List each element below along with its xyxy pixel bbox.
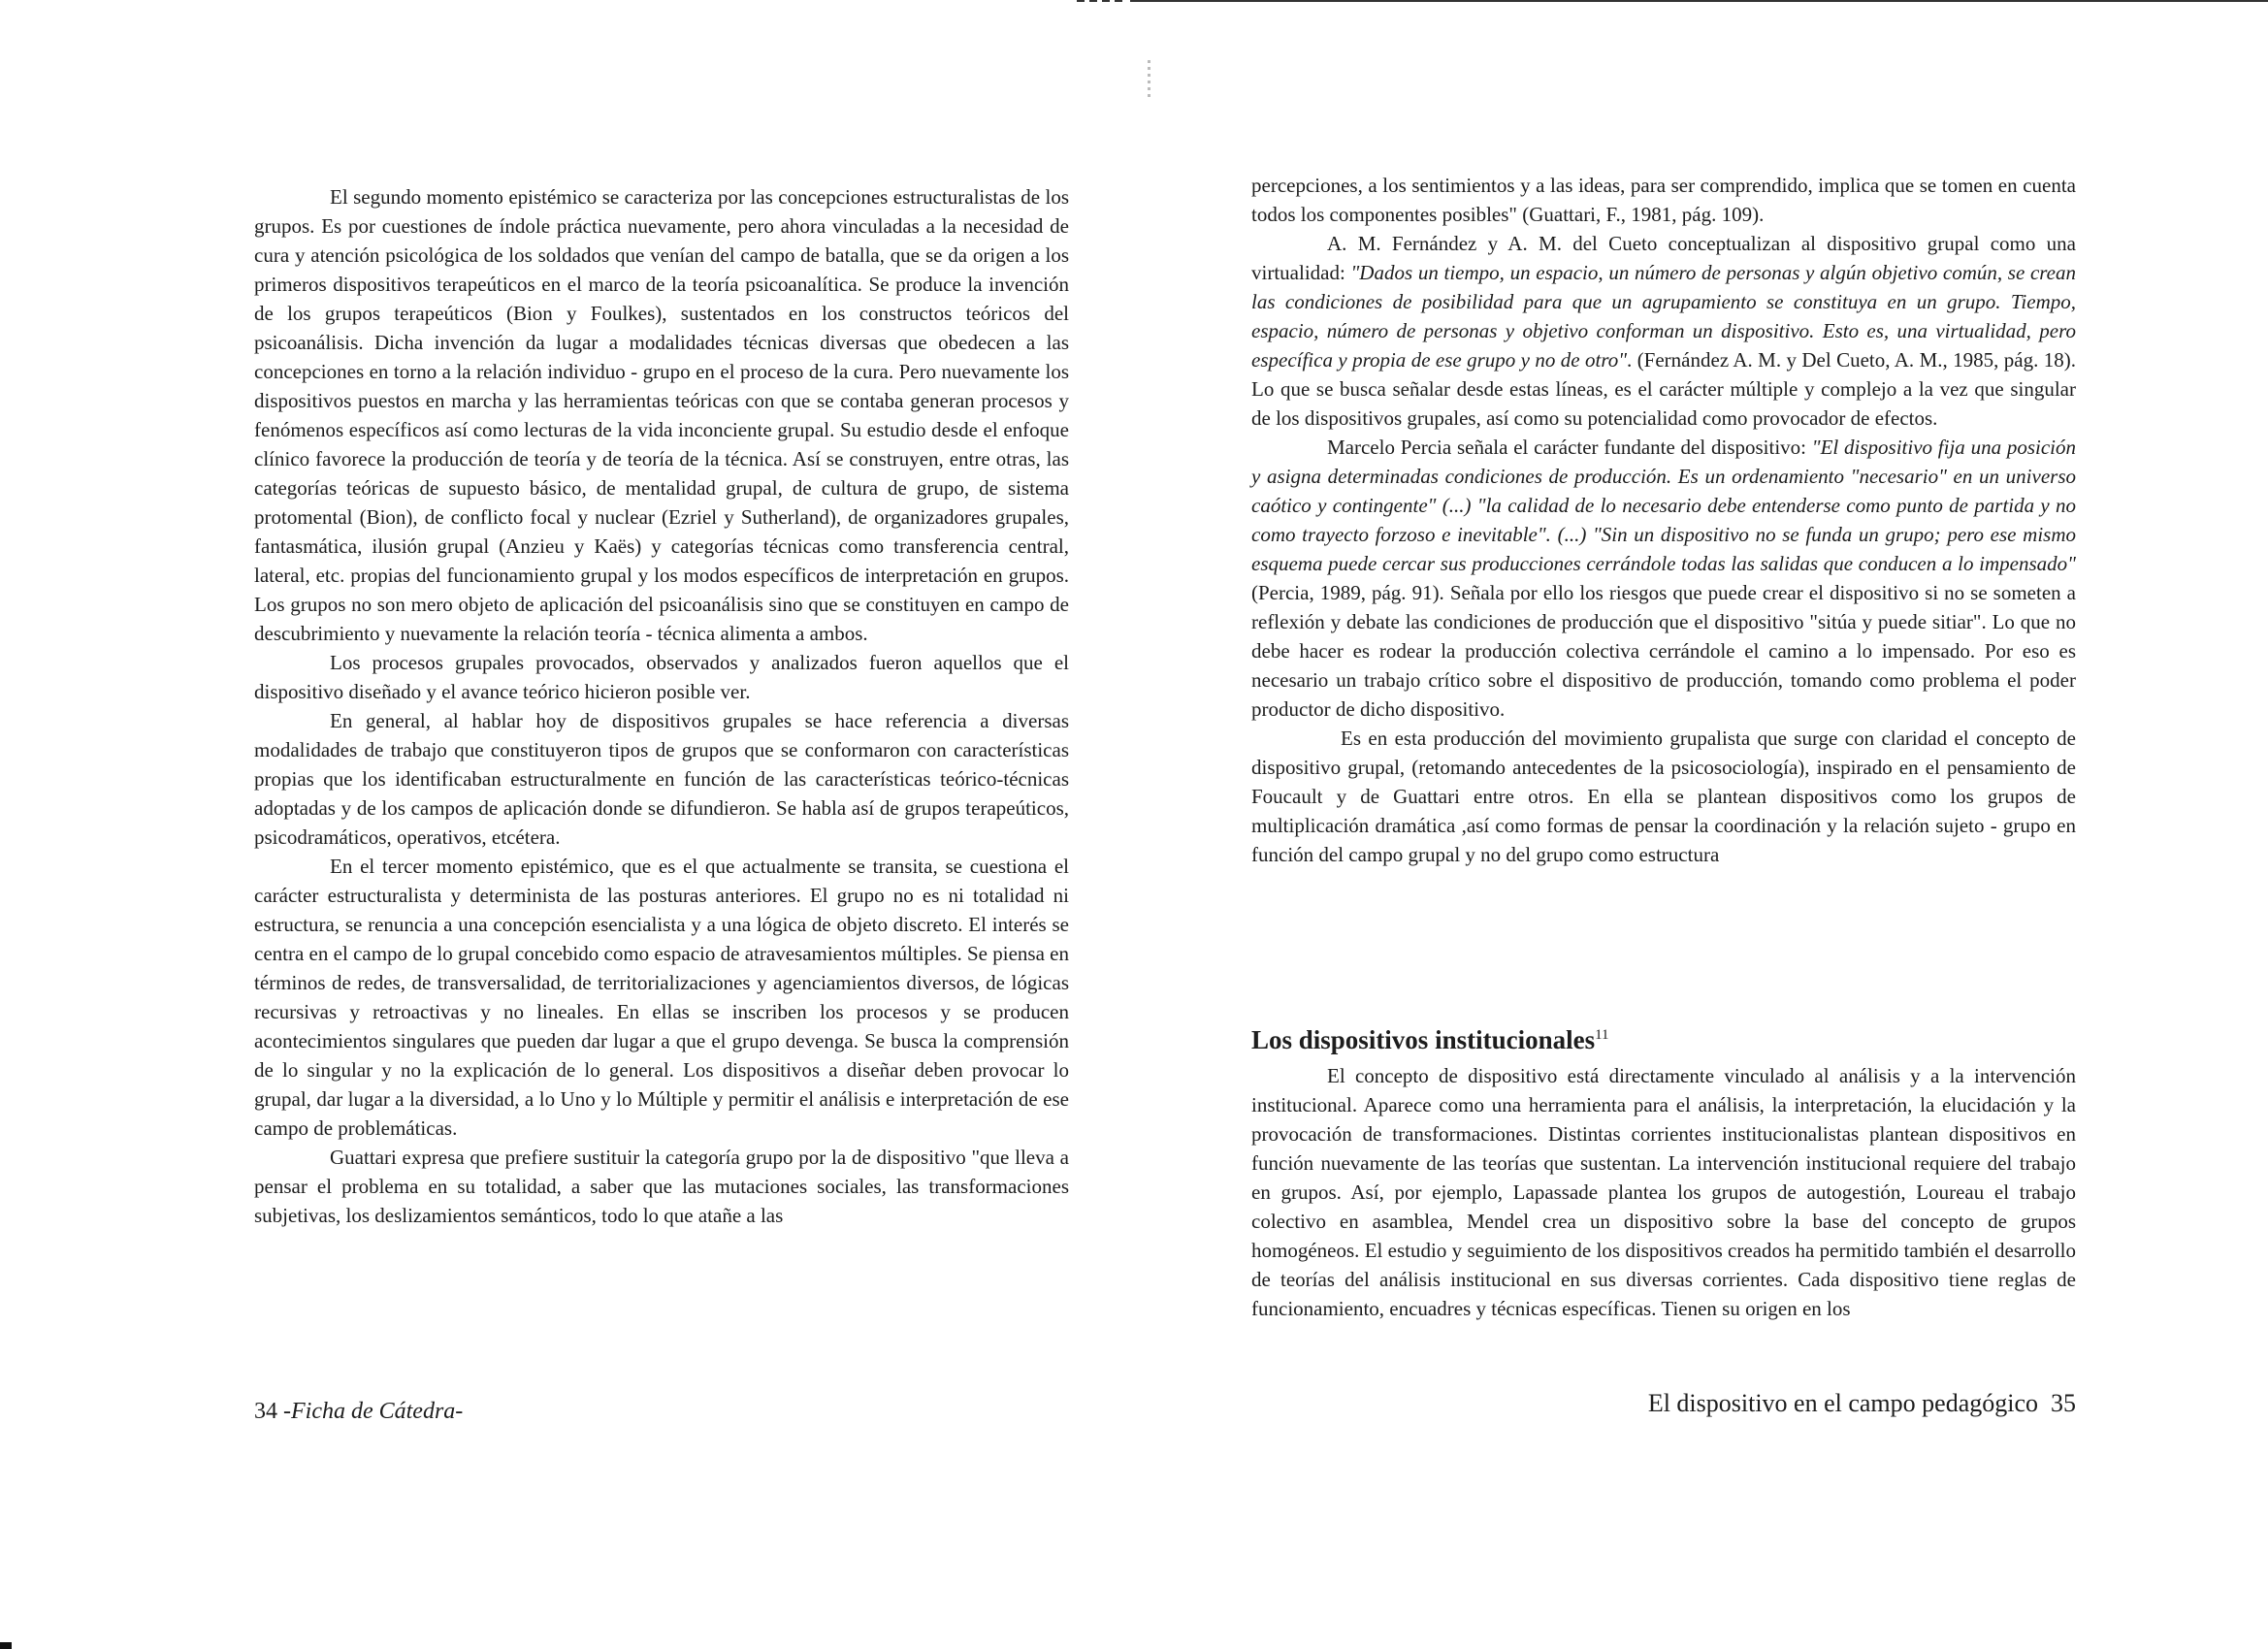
scan-corner-mark xyxy=(0,1642,12,1649)
top-dashed-rule xyxy=(1077,0,1127,2)
right-page-number: 35 xyxy=(2051,1389,2076,1417)
paragraph-group-devices-general: En general, al hablar hoy de dispositivos grupales se hace referencia a diversas modalidades de trabajo que constituyeron tipos de grupos que se conformaron con características propias que los identificaban estructuralmente en función de las características teórico-técnicas adoptadas y de los campos de aplicación donde se difundieron. Se habla así de grupos terapeúticos, psicodramáticos, operativos, etcétera. xyxy=(254,709,1069,849)
footnote-reference: 11 xyxy=(1595,1027,1609,1043)
percia-lead: Marcelo Percia señala el carácter fundante del dispositivo: xyxy=(1327,436,1812,459)
paragraph-percia xyxy=(1251,433,2076,724)
left-page-number: 34 - xyxy=(254,1399,291,1424)
right-page-footer xyxy=(1648,1387,2076,1420)
left-page-body xyxy=(254,182,1069,1230)
right-page-body-lower xyxy=(1251,1061,2076,1323)
left-running-title: Ficha de Cátedra- xyxy=(291,1399,464,1424)
section-heading-institutional-devices xyxy=(1251,1018,1609,1056)
fernandez-tail: . (Fernández A. M. y Del Cueto, A. M., 1985, pág. 18). Lo que se busca señalar desde estas líneas, es el carácter múltiple y complejo a la vez que singular de los dispositivos grupales, así como su potencialidad como provocador de efectos. xyxy=(1251,348,2076,430)
paragraph-institutional-devices: El concepto de dispositivo está directamente vinculado al análisis y a la intervención institucional. Aparece como una herramienta para el análisis, la interpretación, la elucidación y la provocación de transformaciones. Distintas corrientes institucionalistas plantean dispositivos en función nuevamente de las teorías que sustentan. La intervención institucional requiere del trabajo en grupos. Así, por ejemplo, Lapassade plantea los grupos de autogestión, Loureau el trabajo colectivo en asamblea, Mendel crea un dispositivo sobre la base del concepto de grupos homogéneos. El estudio y seguimiento de los dispositivos creados ha permitido también el desarrollo de teorías del análisis institucional en sus diversas corrientes. Cada dispositivo tiene reglas de funcionamiento, encuadres y técnicas específicas. Tienen su origen en los xyxy=(1251,1064,2076,1320)
left-page-footer xyxy=(254,1397,463,1426)
paragraph-guattari: Guattari expresa que prefiere sustituir la categoría grupo por la de dispositivo "que lleva a pensar el problema en su totalidad, a saber que las mutaciones sociales, las transformaciones subjetivas, los deslizamientos semánticos, todo lo que atañe a las xyxy=(254,1146,1069,1227)
fernandez-lead: A. M. Fernández y A. M. del Cueto conceptualizan al dispositivo grupal como una virtualidad: xyxy=(1251,232,2076,284)
paragraph-guattari-continued: percepciones, a los sentimientos y a las ideas, para ser comprendido, implica que se tomen en cuenta todos los componentes posibles" (Guattari, F., 1981, pág. 109). xyxy=(1251,174,2076,226)
fernandez-quote: "Dados un tiempo, un espacio, un número de personas y algún objetivo común, se crean las condiciones de posibilidad para que un agrupamiento se constituya en un grupo. Tiempo, espacio, número de personas y objetivo conforman un dispositivo. Esto es, una virtualidad, pero específica y propia de ese grupo y no de otro" xyxy=(1251,261,2076,372)
top-edge-rule xyxy=(1130,0,2268,2)
paragraph-third-epistemic-moment: En el tercer momento epistémico, que es el que actualmente se transita, se cuestiona el carácter estructuralista y determinista de las posturas anteriores. El grupo no es ni totalidad ni estructura, se renuncia a una concepción esencialista y a una lógica de objeto discreto. El interés se centra en el campo de lo grupal concebido como espacio de atravesamientos múltiples. Se piensa en términos de redes, de transversalidad, de territorializaciones y agenciamientos diversos, de lógicas recursivas y retroactivas y no lineales. En ellas se inscriben los procesos y se producen acontecimientos singulares que pueden dar lugar a que el grupo devenga. Se busca la comprensión de lo singular y no la explicación de lo general. Los dispositivos a diseñar deben provocar lo grupal, dar lugar a la diversidad, a lo Uno y lo Múltiple y permitir el análisis e interpretación de ese campo de problemáticas. xyxy=(254,855,1069,1140)
percia-quote: "El dispositivo fija una posición y asigna determinadas condiciones de producción. Es un ordenamiento "necesario" en un universo caótico y contingente" (...) "la calidad de lo necesario debe entenderse como punto de partida y no como trayecto forzoso e inevitable". (...) "Sin un dispositivo no se funda un grupo; pero ese mismo esquema puede cercar sus producciones cerrándole todas las salidas que conducen a lo impensado" xyxy=(1251,436,2077,575)
center-fold-mark xyxy=(1148,60,1150,99)
paragraph-fernandez-cueto xyxy=(1251,229,2076,433)
right-running-title: El dispositivo en el campo pedagógico xyxy=(1647,1389,2038,1417)
paragraph-grupalist-movement: Es en esta producción del movimiento grupalista que surge con claridad el concepto de dispositivo grupal, (retomando antecedentes de la psicosociología), inspirado en el pensamiento de Foucault y de Guattari entre otros. En ella se plantean dispositivos como los grupos de multiplicación dramática ,así como formas de pensar la coordinación y la relación sujeto - grupo en función del campo grupal y no del grupo como estructura xyxy=(1251,727,2076,866)
section-heading-text: Los dispositivos institucionales xyxy=(1251,1025,1596,1054)
paragraph-second-epistemic-moment: El segundo momento epistémico se caracteriza por las concepciones estructuralistas de los grupos. Es por cuestiones de índole práctica nuevamente, pero ahora vinculadas a la necesidad de cura y atención psicológica de los soldados que venían del campo de batalla, que se da origen a los primeros dispositivos terapeúticos en el marco de la teoría psicoanalítica. Se produce la invención de los grupos terapeúticos (Bion y Foulkes), sustentados en los constructos teóricos del psicoanálisis. Dicha invención da lugar a modalidades técnicas diversas que obedecen a las concepciones en torno a la relación individuo - grupo en el proceso de la cura. Pero nuevamente los dispositivos puestos en marcha y las herramientas teóricas con que se contaba generan procesos y fenómenos específicos así como lecturas de la vida inconciente grupal. Su estudio desde el enfoque clínico favorece la producción de teoría y de teoría de la técnica. Así se construyen, entre otras, las categorías teóricas de supuesto básico, de mentalidad grupal, de cultura de grupo, de sistema protomental (Bion), de conflicto focal y nuclear (Ezriel y Sutherland), de organizadores grupales, fantasmática, ilusión grupal (Anzieu y Kaës) y categorías técnicas como transferencia central, lateral, etc. propias del funcionamiento grupal y los modos específicos de interpretación en grupos. Los grupos no son mero objeto de aplicación del psicoanálisis sino que se constituyen en campo de descubrimiento y nuevamente la relación teoría - técnica alimenta a ambos. xyxy=(254,185,1069,645)
paragraph-group-processes: Los procesos grupales provocados, observados y analizados fueron aquellos que el dispositivo diseñado y el avance teórico hicieron posible ver. xyxy=(254,651,1069,703)
right-page-body-upper xyxy=(1251,171,2076,869)
percia-tail: (Percia, 1989, pág. 91). Señala por ello los riesgos que puede crear el dispositivo si no se someten a reflexión y debate las condiciones de producción que el dispositivo "sitúa y puede sitiar". Lo que no debe hacer es rodear la producción colectiva cerrándole el camino a lo impensado. Por eso es necesario un trabajo crítico sobre el dispositivo de producción, tomando como problema el poder productor de dicho dispositivo. xyxy=(1251,581,2076,721)
